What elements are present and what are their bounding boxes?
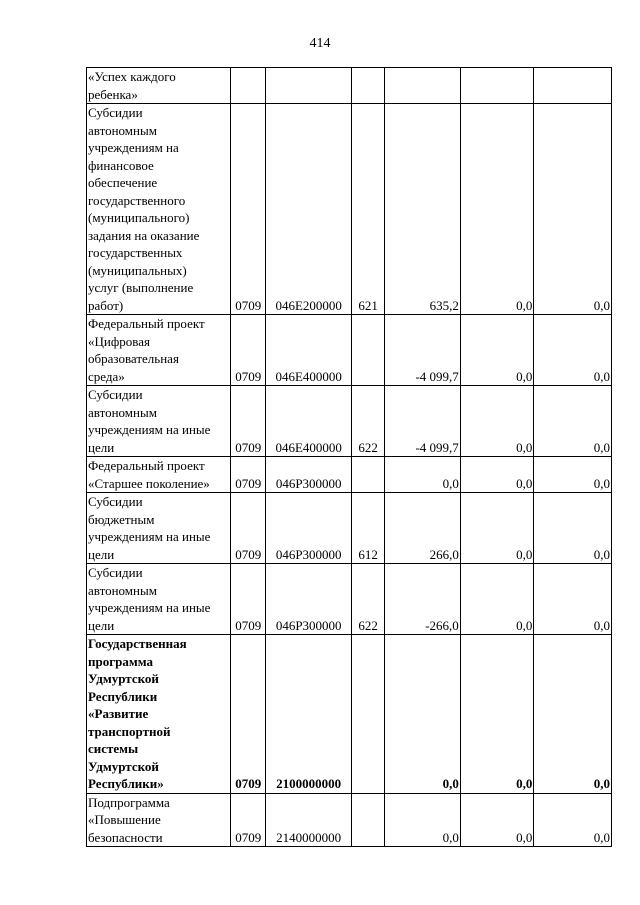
amount-2-cell: 0,0 — [460, 457, 534, 493]
amount-1-cell: -266,0 — [385, 564, 461, 635]
target-article-cell: 046P300000 — [266, 493, 352, 564]
table-row — [87, 386, 612, 457]
row-name-cell: Субсидии бюджетным учреждениям на иные цели — [87, 493, 231, 564]
section-code-cell: 0709 — [231, 493, 266, 564]
target-article-cell: 2100000000 — [266, 635, 352, 794]
amount-1-cell: 0,0 — [385, 457, 461, 493]
amount-3-cell: 0,0 — [534, 493, 612, 564]
amount-3-cell: 0,0 — [534, 315, 612, 386]
row-name-cell: Федеральный проект «Цифровая образовательная среда» — [87, 315, 231, 386]
table-row — [87, 68, 612, 104]
expense-type-cell: 621 — [352, 104, 385, 315]
expense-type-cell: 622 — [352, 564, 385, 635]
table-row — [87, 104, 612, 315]
amount-2-cell: 0,0 — [460, 315, 534, 386]
row-name-cell: Федеральный проект «Старшее поколение» — [87, 457, 231, 493]
target-article-cell: 046E200000 — [266, 104, 352, 315]
amount-1-cell: -4 099,7 — [385, 386, 461, 457]
expense-type-cell: 622 — [352, 386, 385, 457]
expense-type-cell — [352, 315, 385, 386]
amount-3-cell: 0,0 — [534, 457, 612, 493]
amount-2-cell: 0,0 — [460, 793, 534, 847]
amount-3-cell: 0,0 — [534, 564, 612, 635]
target-article-cell — [266, 68, 352, 104]
expense-type-cell: 612 — [352, 493, 385, 564]
amount-2-cell: 0,0 — [460, 635, 534, 794]
amount-2-cell: 0,0 — [460, 493, 534, 564]
row-name-cell: Субсидии автономным учреждениям на иные цели — [87, 564, 231, 635]
amount-1-cell: 0,0 — [385, 635, 461, 794]
table-row — [87, 457, 612, 493]
table-row — [87, 793, 612, 847]
section-code-cell: 0709 — [231, 457, 266, 493]
expense-type-cell — [352, 68, 385, 104]
amount-2-cell: 0,0 — [460, 564, 534, 635]
amount-3-cell — [534, 68, 612, 104]
amount-1-cell: 0,0 — [385, 793, 461, 847]
amount-3-cell: 0,0 — [534, 793, 612, 847]
section-code-cell: 0709 — [231, 386, 266, 457]
row-name-cell: Подпрограмма «Повышение безопасности — [87, 793, 231, 847]
amount-2-cell — [460, 68, 534, 104]
amount-3-cell: 0,0 — [534, 386, 612, 457]
expense-type-cell — [352, 635, 385, 794]
section-code-cell: 0709 — [231, 635, 266, 794]
amount-3-cell: 0,0 — [534, 104, 612, 315]
section-code-cell: 0709 — [231, 793, 266, 847]
table-row — [87, 315, 612, 386]
row-name-cell: Государственная программа Удмуртской Республики «Развитие транспортной системы Удмуртской Республики» — [87, 635, 231, 794]
amount-1-cell — [385, 68, 461, 104]
amount-1-cell: 635,2 — [385, 104, 461, 315]
section-code-cell: 0709 — [231, 315, 266, 386]
table-row — [87, 635, 612, 794]
amount-3-cell: 0,0 — [534, 635, 612, 794]
target-article-cell: 046E400000 — [266, 315, 352, 386]
table-row — [87, 564, 612, 635]
amount-2-cell: 0,0 — [460, 104, 534, 315]
target-article-cell: 046P300000 — [266, 457, 352, 493]
table-row — [87, 493, 612, 564]
section-code-cell — [231, 68, 266, 104]
amount-2-cell: 0,0 — [460, 386, 534, 457]
expense-type-cell — [352, 457, 385, 493]
target-article-cell: 046E400000 — [266, 386, 352, 457]
page-number: 414 — [309, 36, 331, 51]
row-name-cell: «Успех каждого ребенка» — [87, 68, 231, 104]
expense-type-cell — [352, 793, 385, 847]
amount-1-cell: 266,0 — [385, 493, 461, 564]
section-code-cell: 0709 — [231, 104, 266, 315]
row-name-cell: Субсидии автономным учреждениям на иные цели — [87, 386, 231, 457]
target-article-cell: 2140000000 — [266, 793, 352, 847]
budget-table — [86, 67, 612, 847]
section-code-cell: 0709 — [231, 564, 266, 635]
target-article-cell: 046P300000 — [266, 564, 352, 635]
row-name-cell: Субсидии автономным учреждениям на финансовое обеспечение государственного (муниципального) задания на оказание государственных (муниципальных) услуг (выполнение работ) — [87, 104, 231, 315]
amount-1-cell: -4 099,7 — [385, 315, 461, 386]
